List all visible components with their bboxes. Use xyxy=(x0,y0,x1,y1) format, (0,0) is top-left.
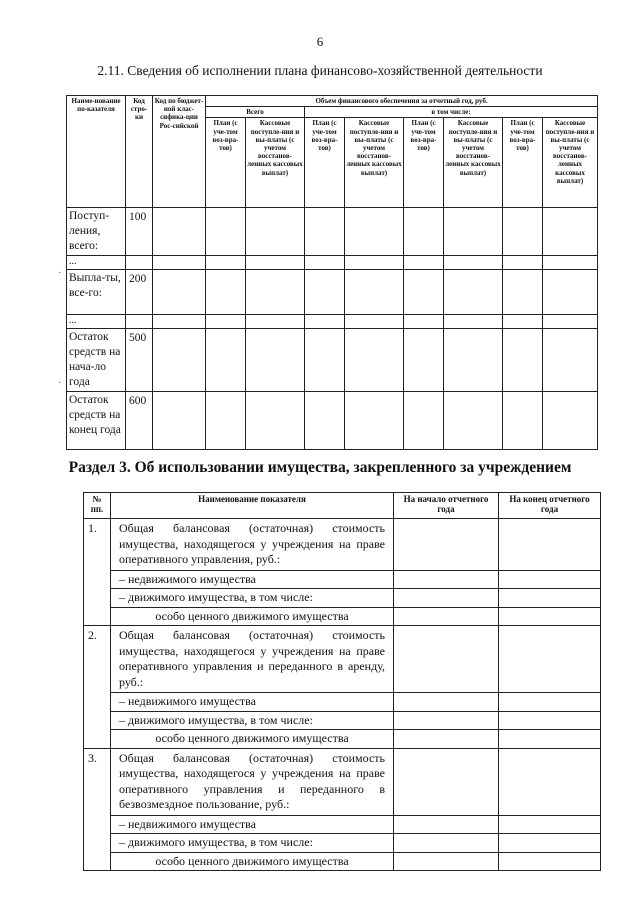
table-row xyxy=(67,208,598,256)
row-sub-real-estate: – недвижимого имущества xyxy=(111,570,394,589)
header-cash: Кассовые поступле-ния и вы-платы (с учетом восстанов-ленных кассовых выплат) xyxy=(345,118,404,208)
table-row xyxy=(67,270,598,315)
section-2-11-title: 2.11. Сведения об исполнении плана финансово-хозяйственной деятельности xyxy=(97,63,543,78)
scan-dot: · xyxy=(58,268,62,279)
row-sub-movable: – движимого имущества, в том числе: xyxy=(111,589,394,608)
row-number: 1. xyxy=(84,519,111,626)
header-budget-code: Код по бюджет-ной клас-сифика-ции Рос-сийской xyxy=(153,96,206,208)
header-volume: Объем финансового обеспечения за отчетный год, руб. xyxy=(206,96,598,107)
page-number: 6 xyxy=(316,34,324,49)
row-sub-movable: – движимого имущества, в том числе: xyxy=(111,834,394,853)
row-sub-movable: – движимого имущества, в том числе: xyxy=(111,711,394,730)
table-row xyxy=(84,519,601,571)
header-plan: План (с уче-том воз-вра-тов) xyxy=(305,118,345,208)
table-row xyxy=(84,626,601,693)
header-num: № пп. xyxy=(84,493,111,519)
header-name: Наименование показателя xyxy=(111,493,394,519)
header-cash: Кассовые поступле-ния и вы-платы (с учетом восстанов-ленных кассовых выплат) xyxy=(444,118,503,208)
table-row xyxy=(84,748,601,815)
header-start: На начало отчетного года xyxy=(394,493,499,519)
header-indicator: Наиме-нование по-казателя xyxy=(67,96,126,208)
header-code: Код стро-ки xyxy=(126,96,153,208)
table-row xyxy=(84,570,601,589)
section-3-title: Раздел 3. Об использовании имущества, закрепленного за учреждением xyxy=(68,459,572,476)
financial-plan-table xyxy=(66,95,598,450)
header-plan: План (с уче-том воз-вра-тов) xyxy=(404,118,444,208)
row-label: Поступ-ления, всего: xyxy=(67,208,126,256)
row-code: 100 xyxy=(126,208,153,256)
property-table xyxy=(83,492,601,871)
row-sub-real-estate: – недвижимого имущества xyxy=(111,815,394,834)
row-main-label: Общая балансовая (остаточная) стоимость имущества, находящегося у учреждения на праве оперативного управления и переданного в аренду, руб.: xyxy=(111,626,394,693)
header-cash: Кассовые поступле-ния и вы-платы (с учетом восстанов-ленных кассовых выплат) xyxy=(543,118,598,208)
table-row xyxy=(84,607,601,626)
table-row xyxy=(84,693,601,712)
table-row xyxy=(67,392,598,450)
row-label: Остаток средств на конец года xyxy=(67,392,126,450)
scan-dot: · xyxy=(58,378,62,389)
table-row xyxy=(67,256,598,270)
row-code: 600 xyxy=(126,392,153,450)
table-row xyxy=(84,589,601,608)
header-cash: Кассовые поступле-ния и вы-платы (с учетом восстанов-ленных кассовых выплат) xyxy=(246,118,305,208)
row-number: 2. xyxy=(84,626,111,749)
row-number: 3. xyxy=(84,748,111,871)
row-code xyxy=(126,315,153,329)
header-total: Всего xyxy=(206,107,305,118)
row-label: ... xyxy=(67,256,126,270)
header-plan: План (с уче-том воз-вра-тов) xyxy=(206,118,246,208)
row-label: Остаток средств на нача-ло года xyxy=(67,329,126,392)
row-sub-valuable: особо ценного движимого имущества xyxy=(111,607,394,626)
row-code: 200 xyxy=(126,270,153,315)
table-row xyxy=(84,852,601,871)
row-sub-real-estate: – недвижимого имущества xyxy=(111,693,394,712)
row-sub-valuable: особо ценного движимого имущества xyxy=(111,852,394,871)
table-row xyxy=(84,711,601,730)
header-end: На конец отчетного года xyxy=(499,493,601,519)
row-main-label: Общая балансовая (остаточная) стоимость имущества, находящегося у учреждения на праве оперативного управления, руб.: xyxy=(111,519,394,571)
row-sub-valuable: особо ценного движимого имущества xyxy=(111,730,394,749)
header-including: в том числе: xyxy=(305,107,598,118)
row-label: ... xyxy=(67,315,126,329)
table-row xyxy=(84,834,601,853)
table-row xyxy=(67,315,598,329)
row-main-label: Общая балансовая (остаточная) стоимость имущества, находящегося у учреждения на праве оперативного управления и переданного в безвозмездное пользование, руб.: xyxy=(111,748,394,815)
row-code: 500 xyxy=(126,329,153,392)
header-plan: План (с уче-том воз-вра-тов) xyxy=(503,118,543,208)
table-row xyxy=(67,329,598,392)
row-label: Выпла-ты, все-го: xyxy=(67,270,126,315)
table-row xyxy=(84,815,601,834)
row-code xyxy=(126,256,153,270)
table-row xyxy=(84,730,601,749)
